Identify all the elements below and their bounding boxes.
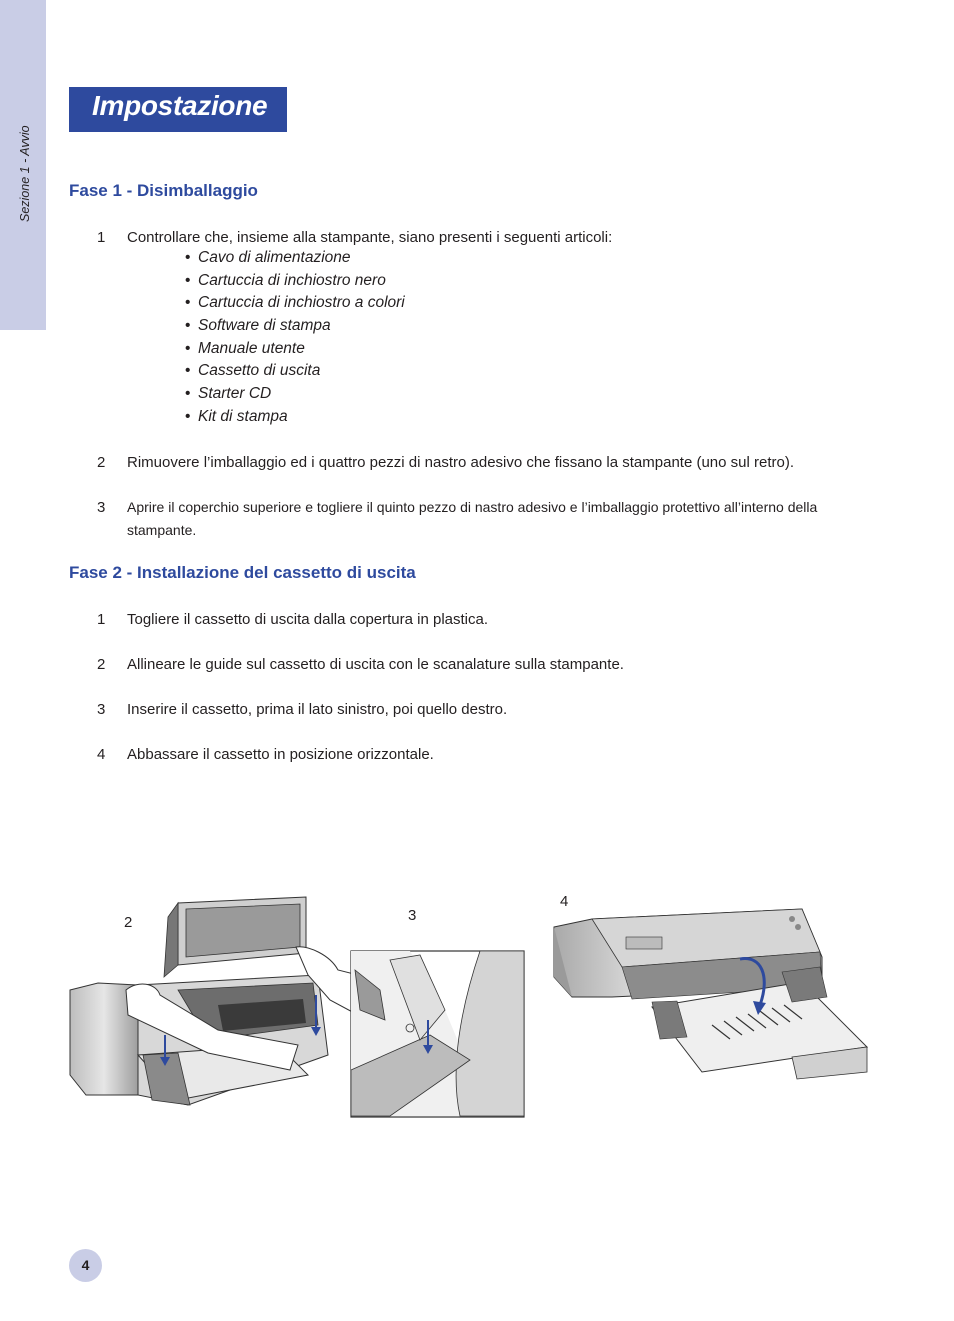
bullet-icon: • <box>185 294 191 312</box>
list-item <box>185 249 405 272</box>
bullet-icon: • <box>185 249 191 266</box>
list-item-text: Kit di stampa <box>198 407 288 425</box>
list-item-text: Cavo di alimentazione <box>198 249 351 266</box>
page-title: Impostazione <box>92 90 268 121</box>
list-item <box>185 340 405 363</box>
page-number-badge: 4 <box>69 1249 102 1282</box>
tray-slot-closeup-illustration <box>350 950 526 1120</box>
list-item-text: Software di stampa <box>198 317 331 335</box>
figure-label-2: 2 <box>124 914 133 931</box>
phase1-step1-number: 1 <box>97 229 106 246</box>
list-item-text: Cartuccia di inchiostro a colori <box>198 294 405 312</box>
list-item <box>185 317 405 340</box>
phase2-heading: Fase 2 - Installazione del cassetto di uscita <box>69 563 416 582</box>
phase2-step4-text: Abbassare il cassetto in posizione orizzontale. <box>127 746 434 763</box>
list-item <box>185 362 405 385</box>
section-sidebar <box>0 0 46 330</box>
bullet-icon: • <box>185 271 191 289</box>
printer-open-cover-illustration <box>68 895 358 1110</box>
list-item-text: Cartuccia di inchiostro nero <box>198 271 386 289</box>
phase1-step2-number: 2 <box>97 454 106 471</box>
phase1-step1-text: Controllare che, insieme alla stampante, siano presenti i seguenti articoli: <box>127 229 613 246</box>
bullet-icon: • <box>185 385 191 403</box>
figure-label-4: 4 <box>560 893 569 910</box>
phase2-step2-text: Allineare le guide sul cassetto di uscita con le scanalature sulla stampante. <box>127 656 624 673</box>
phase2-step4-number: 4 <box>97 746 106 763</box>
phase2-step1-text: Togliere il cassetto di uscita dalla copertura in plastica. <box>127 611 489 628</box>
list-item <box>185 272 405 295</box>
figure-label-3: 3 <box>408 907 417 924</box>
phase2-step3-number: 3 <box>97 701 106 718</box>
list-item-text: Manuale utente <box>198 339 305 357</box>
bullet-icon: • <box>185 407 191 425</box>
list-item <box>185 385 405 408</box>
list-item <box>185 294 405 317</box>
list-item-text: Starter CD <box>198 385 272 403</box>
page-title-banner <box>69 87 287 132</box>
phase1-step2-text: Rimuovere l’imballaggio ed i quattro pezzi di nastro adesivo che fissano la stampante (uno sul retro). <box>127 454 795 471</box>
section-label: Sezione 1 - Avvio <box>18 125 32 222</box>
bullet-icon: • <box>185 362 191 380</box>
phase1-heading: Fase 1 - Disimballaggio <box>69 181 258 200</box>
phase1-step3-text: Aprire il coperchio superiore e togliere il quinto pezzo di nastro adesivo e l’imballaggio protettivo all’interno della stampante. <box>127 499 818 538</box>
phase1-step3-number: 3 <box>97 499 106 516</box>
phase2-step1-number: 1 <box>97 611 106 628</box>
bullet-icon: • <box>185 317 191 335</box>
list-item-text: Cassetto di uscita <box>198 362 321 380</box>
list-item <box>185 408 405 431</box>
phase2-step2-number: 2 <box>97 656 106 673</box>
bullet-icon: • <box>185 339 191 357</box>
printer-tray-lowered-illustration <box>552 897 870 1089</box>
phase2-step3-text: Inserire il cassetto, prima il lato sinistro, poi quello destro. <box>127 701 508 718</box>
package-contents-list <box>185 249 405 431</box>
